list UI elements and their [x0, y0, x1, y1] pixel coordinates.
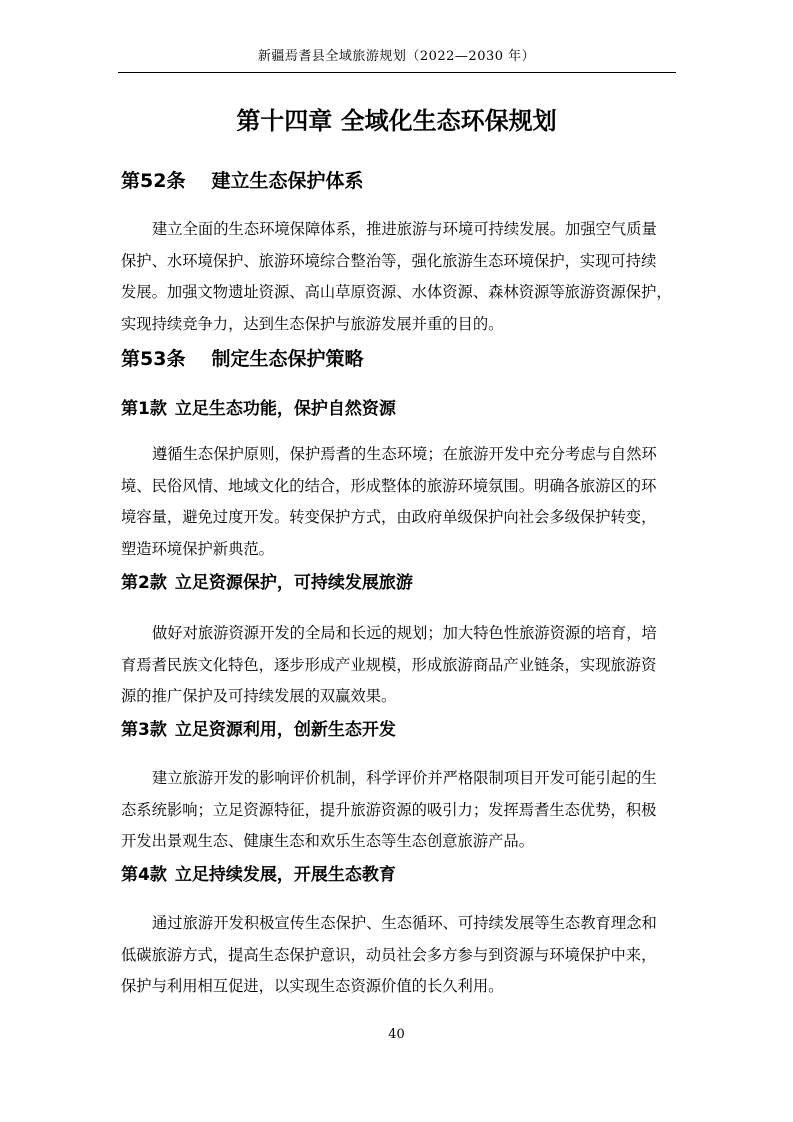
paragraph-line: 态系统影响；立足资源特征，提升旅游资源的吸引力；发挥焉耆生态优势，积极: [121, 800, 657, 819]
paragraph-line: 低碳旅游方式，提高生态保护意识，动员社会多方参与到资源与环境保护中来，: [121, 945, 657, 964]
paragraph-line: 源的推广保护及可持续发展的双赢效果。: [121, 687, 397, 705]
paragraph-line: 境容量，避免过度开发。转变保护方式，由政府单级保护向社会多级保护转变，: [121, 508, 657, 526]
paragraph-line: 通过旅游开发积极宣传生态保护、生态循环、可持续发展等生态教育理念和: [152, 914, 657, 932]
paragraph-line: 境、民俗风情、地域文化的结合，形成整体的旅游环境氛围。明确各旅游区的环: [121, 476, 657, 495]
page-number: 40: [388, 1027, 405, 1042]
clause-2-title: 立足资源保护，可持续发展旅游: [174, 573, 413, 593]
paragraph-line: 塑造环境保护新典范。: [121, 539, 274, 558]
paragraph-line: 建立全面的生态环境保障体系，推进旅游与环境可持续发展。加强空气质量: [152, 220, 657, 238]
clause-2-heading: [121, 570, 413, 596]
article-53-heading: [121, 345, 363, 373]
article-53-title: 制定生态保护策略: [211, 348, 364, 370]
chapter-title: 第十四章 全域化生态环保规划: [236, 107, 557, 135]
clause-4-paragraph: [121, 908, 674, 1003]
paragraph-line: 实现持续竞争力，达到生态保护与旅游发展并重的目的。: [121, 314, 504, 333]
clause-3-paragraph: [121, 763, 674, 858]
clause-1-paragraph: [121, 439, 674, 565]
paragraph-line: 育焉耆民族文化特色，逐步形成产业规模，形成旅游商品产业链条，实现旅游资: [121, 655, 657, 674]
clause-4-title: 立足持续发展，开展生态教育: [174, 865, 396, 885]
running-header: 新疆焉耆县全域旅游规划（2022—2030 年）: [257, 49, 536, 64]
header-rule: [118, 72, 676, 73]
clause-3-number: 第3款: [121, 720, 167, 740]
clause-4-heading: [121, 862, 396, 888]
clause-1-number: 第1款: [121, 399, 167, 419]
paragraph-line: 开发出景观生态、健康生态和欢乐生态等生态创意旅游产品。: [121, 832, 535, 850]
paragraph-line: 发展。加强文物遗址资源、高山草原资源、水体资源、森林资源等旅游资源保护，: [121, 283, 672, 301]
article-52-number: 第52条: [121, 170, 186, 192]
article-53-number: 第53条: [121, 348, 186, 370]
clause-3-title: 立足资源利用，创新生态开发: [174, 720, 396, 740]
article-52-paragraph: [121, 214, 674, 340]
article-52-heading: [121, 167, 363, 195]
clause-1-title: 立足生态功能，保护自然资源: [174, 399, 396, 419]
clause-2-number: 第2款: [121, 573, 167, 593]
paragraph-line: 保护、水环境保护、旅游环境综合整治等，强化旅游生态环境保护，实现可持续: [121, 251, 657, 270]
clause-4-number: 第4款: [121, 865, 167, 885]
paragraph-line: 建立旅游开发的影响评价机制，科学评价并严格限制项目开发可能引起的生: [152, 769, 657, 787]
paragraph-line: 做好对旅游资源开发的全局和长远的规划；加大特色性旅游资源的培育，培: [152, 624, 657, 642]
article-52-title: 建立生态保护体系: [211, 170, 364, 192]
paragraph-line: 遵循生态保护原则，保护焉耆的生态环境；在旅游开发中充分考虑与自然环: [152, 445, 657, 463]
clause-3-heading: [121, 717, 396, 743]
clause-2-paragraph: [121, 618, 674, 713]
clause-1-heading: [121, 396, 396, 422]
paragraph-line: 保护与利用相互促进，以实现生态资源价值的长久利用。: [121, 977, 504, 995]
